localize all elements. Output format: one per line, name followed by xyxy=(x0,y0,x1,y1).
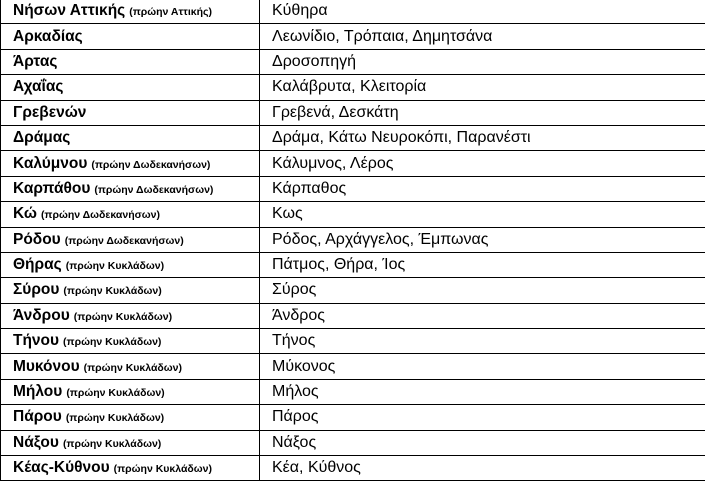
region-name: Αχαΐας xyxy=(13,78,64,96)
locations-cell xyxy=(260,100,705,125)
locations-cell xyxy=(260,329,705,354)
region-note: (πρώην Δωδεκανήσων) xyxy=(40,209,160,222)
region-name: Δράμας xyxy=(13,129,71,147)
region-name: Νήσων Αττικής xyxy=(13,2,126,20)
region-note: (πρώην Κυκλάδων) xyxy=(66,387,165,400)
locations-cell xyxy=(260,278,705,303)
locations-value: Γρεβενά, Δεσκάτη xyxy=(272,103,399,121)
locations-cell xyxy=(260,227,705,252)
region-name: Θήρας xyxy=(13,256,62,274)
locations-value: Τήνος xyxy=(272,332,316,350)
table-row xyxy=(1,379,705,404)
locations-cell xyxy=(260,24,705,49)
locations-value: Νάξος xyxy=(272,433,317,451)
table-row xyxy=(1,151,705,176)
table-row xyxy=(1,49,705,74)
region-cell xyxy=(1,456,260,481)
locations-cell xyxy=(260,456,705,481)
locations-value: Άνδρος xyxy=(272,306,326,324)
locations-value: Κως xyxy=(272,205,303,223)
locations-cell xyxy=(260,49,705,74)
region-name: Καλύμνου xyxy=(13,154,88,172)
locations-value: Κέα, Κύθνος xyxy=(272,459,361,477)
region-cell xyxy=(1,100,260,125)
locations-value: Δροσοπηγή xyxy=(272,52,357,70)
region-cell xyxy=(1,354,260,379)
table-row xyxy=(1,329,705,354)
region-cell xyxy=(1,430,260,455)
region-name: Νάξου xyxy=(13,433,59,451)
region-cell xyxy=(1,176,260,201)
region-cell xyxy=(1,329,260,354)
table-row xyxy=(1,303,705,328)
locations-cell xyxy=(260,125,705,150)
table-body xyxy=(1,0,705,481)
table-row xyxy=(1,278,705,303)
table-row xyxy=(1,252,705,277)
table-row xyxy=(1,227,705,252)
table-row xyxy=(1,125,705,150)
region-cell xyxy=(1,303,260,328)
region-cell xyxy=(1,75,260,100)
region-name: Ρόδου xyxy=(13,230,61,248)
locations-value: Πάτμος, Θήρα, Ίος xyxy=(272,256,406,274)
region-name: Αρκαδίας xyxy=(13,27,83,45)
region-note: (πρώην Αττικής) xyxy=(129,6,212,19)
region-cell xyxy=(1,49,260,74)
region-cell xyxy=(1,252,260,277)
region-note: (πρώην Δωδεκανήσων) xyxy=(94,183,214,196)
region-note: (πρώην Κυκλάδων) xyxy=(63,336,162,349)
region-name: Κώ xyxy=(13,205,37,223)
region-cell xyxy=(1,151,260,176)
locations-value: Κάρπαθος xyxy=(272,179,347,197)
region-name: Γρεβενών xyxy=(13,103,87,121)
region-note: (πρώην Κυκλάδων) xyxy=(62,437,162,450)
region-cell xyxy=(1,278,260,303)
locations-value: Σύρος xyxy=(272,281,317,299)
region-note: (πρώην Κυκλάδων) xyxy=(113,463,213,476)
locations-cell xyxy=(260,176,705,201)
region-note: (πρώην Κυκλάδων) xyxy=(65,260,165,273)
locations-value: Καλάβρυτα, Κλειτορία xyxy=(272,78,427,96)
locations-value: Μήλος xyxy=(272,383,319,401)
locations-cell xyxy=(260,75,705,100)
locations-cell xyxy=(260,379,705,404)
region-name: Πάρου xyxy=(13,408,62,426)
locations-cell xyxy=(260,202,705,227)
region-name: Καρπάθου xyxy=(13,179,91,197)
locations-value: Ρόδος, Αρχάγγελος, Έμπωνας xyxy=(272,230,489,248)
region-cell xyxy=(1,227,260,252)
locations-cell xyxy=(260,430,705,455)
locations-value: Δράμα, Κάτω Νευροκόπι, Παρανέστι xyxy=(272,129,531,147)
locations-cell xyxy=(260,405,705,430)
locations-cell xyxy=(260,0,705,24)
table-row xyxy=(1,456,705,481)
region-cell xyxy=(1,405,260,430)
table-row xyxy=(1,405,705,430)
table-row xyxy=(1,202,705,227)
table-row xyxy=(1,100,705,125)
locations-value: Κύθηρα xyxy=(272,2,328,20)
table-row xyxy=(1,430,705,455)
table-row xyxy=(1,75,705,100)
locations-cell xyxy=(260,151,705,176)
locations-cell xyxy=(260,303,705,328)
region-note: (πρώην Κυκλάδων) xyxy=(73,310,173,323)
region-cell xyxy=(1,24,260,49)
region-note: (πρώην Κυκλάδων) xyxy=(65,412,165,425)
region-note: (πρώην Δωδεκανήσων) xyxy=(91,158,211,171)
region-name: Κέας-Κύθνου xyxy=(13,459,110,477)
region-note: (πρώην Δωδεκανήσων) xyxy=(64,234,184,247)
region-cell xyxy=(1,379,260,404)
region-name: Τήνου xyxy=(13,332,60,350)
locations-value: Πάρος xyxy=(272,408,319,426)
locations-cell xyxy=(260,252,705,277)
region-name: Άρτας xyxy=(13,52,58,70)
region-cell xyxy=(1,0,260,24)
locations-value: Μύκονος xyxy=(272,357,336,375)
locations-value: Κάλυμνος, Λέρος xyxy=(272,154,394,172)
region-name: Μήλου xyxy=(13,383,63,401)
table-row xyxy=(1,176,705,201)
locations-cell xyxy=(260,354,705,379)
table-row xyxy=(1,354,705,379)
region-note: (πρώην Κυκλάδων) xyxy=(83,361,183,374)
region-note: (πρώην Κυκλάδων) xyxy=(63,285,162,298)
region-name: Άνδρου xyxy=(13,306,70,324)
table-row xyxy=(1,0,705,24)
locations-value: Λεωνίδιο, Τρόπαια, Δημητσάνα xyxy=(272,27,493,45)
region-cell xyxy=(1,125,260,150)
region-name: Μυκόνου xyxy=(13,357,80,375)
region-cell xyxy=(1,202,260,227)
table-row xyxy=(1,24,705,49)
region-name: Σύρου xyxy=(13,281,60,299)
